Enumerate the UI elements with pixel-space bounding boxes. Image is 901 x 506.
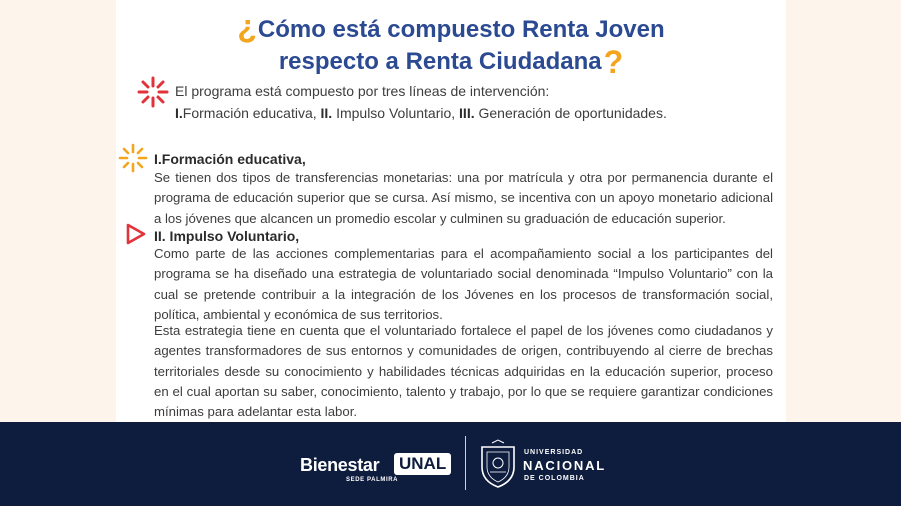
footer-bar <box>0 422 901 506</box>
line-3-number: III. <box>459 105 475 121</box>
intro-block <box>175 80 775 124</box>
red-starburst-icon <box>137 76 169 108</box>
section-2-body-2: Esta estrategia tiene en cuenta que el voluntariado fortalece el papel de los jóvenes como ciudadanos y agentes transformadores de sus entornos y comunidades de origen, contribuyendo al cierre de brechas territoriales desde su conocimiento y habilidades técnicas adquiridas en la educación superior, proceso en el cual aportan su saber, conocimiento, talento y trabajo, por lo que se requiere garantizar condiciones mínimas para adelantar esta labor. <box>154 323 773 420</box>
play-triangle-icon <box>125 222 147 246</box>
title-close-mark: ? <box>603 44 624 80</box>
intro-text: El programa está compuesto por tres líneas de intervención: <box>175 83 550 99</box>
university-label-line-1: UNIVERSIDAD <box>524 449 584 456</box>
line-2-number: II. <box>320 105 333 121</box>
university-crest-icon <box>478 439 518 489</box>
line-3-text: Generación de oportunidades. <box>474 105 667 121</box>
title-open-mark: ¿ <box>237 8 257 44</box>
line-1-number: I. <box>175 105 183 121</box>
title-line-2: respecto a Renta Ciudadana <box>278 48 602 75</box>
sede-palmira-label: SEDE PALMIRA <box>346 477 399 483</box>
section-2-heading: II. Impulso Voluntario, <box>154 228 300 244</box>
line-1-text: Formación educativa, <box>182 105 321 121</box>
line-2-text: Impulso Voluntario, <box>332 105 460 121</box>
yellow-starburst-icon <box>118 143 148 173</box>
section-1-heading: I.Formación educativa, <box>154 151 306 167</box>
section-2-body-1: Como parte de las acciones complementarias para el acompañamiento social a los participantes del programa se ha diseñado una estrategia de voluntariado social denominada “Impulso Voluntario” con la cual se pretende contribuir a la integración de los Jóvenes en los procesos de transformación social, política, ambiental y económica de sus territorios. <box>154 246 773 322</box>
footer-divider <box>465 436 466 490</box>
university-label-line-3: DE COLOMBIA <box>524 475 585 482</box>
bienestar-logo-text: Bienestar <box>300 455 380 475</box>
title-line-1: Cómo está compuesto Renta Joven <box>257 16 665 43</box>
intro-lines <box>175 102 775 124</box>
section-1-body: Se tienen dos tipos de transferencias monetarias: una por matrícula y otra por permanencia durante el programa de educación superior que se cursa. Así mismo, se incentiva con un apoyo monetario adicional a los jóvenes que alcancen un promedio escolar y culminen su graduación de educación superior. <box>154 170 773 226</box>
unal-logo-box: UNAL <box>394 453 451 475</box>
university-label-line-2: NACIONAL <box>523 458 607 473</box>
page-title <box>116 8 786 80</box>
